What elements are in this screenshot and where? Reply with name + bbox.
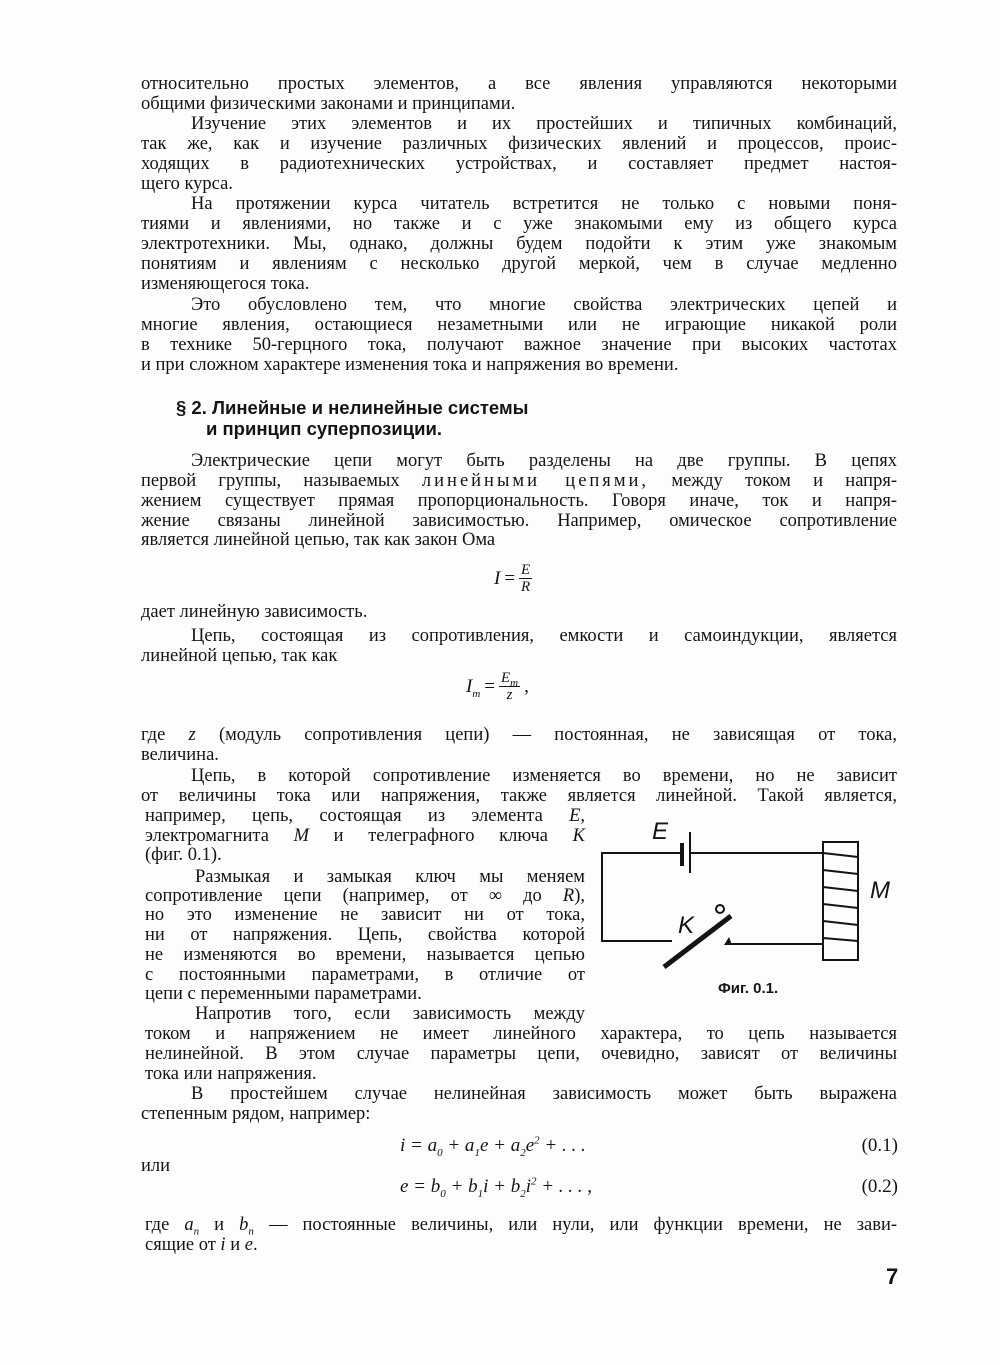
label-k: K <box>678 912 695 939</box>
text-line: сопротивление цепи (например, от ∞ до R), <box>145 886 586 906</box>
text-line: не изменяются во времени, называется цепью <box>145 945 585 965</box>
text-line: многие явления, остающиеся незаметными или не играющие никакой роли <box>141 315 897 335</box>
equation-0-1: $i = a_0 + a_1e + a_2e^2$ + . . . <box>400 1134 586 1159</box>
text-line: электромагнита M и телеграфного ключа K <box>145 826 585 846</box>
text-line: с постоянными параметрами, в отличие от <box>145 965 585 985</box>
text-line: и при сложном характере изменения тока и напряжения во времени. <box>141 355 679 375</box>
text-line: Электрические цепи могут быть разделены на две группы. В цепях <box>191 451 897 471</box>
text-line: например, цепь, состоящая из элемента E, <box>145 806 585 826</box>
text-line: Изучение этих элементов и их простейших и типичных комбинаций, <box>191 114 897 134</box>
text-line: током и напряжением не имеет линейного характера, то цепь называется <box>145 1024 897 1044</box>
text-line: является линейной цепью, так как закон Ома <box>141 530 496 550</box>
text-line: Это обусловлено тем, что многие свойства электрических цепей и <box>191 295 897 315</box>
text-line: В простейшем случае нелинейная зависимость может быть выражена <box>191 1084 897 1104</box>
text-line: щего курса. <box>141 174 233 194</box>
text-line: где $a_n$ и $b_n$ — постоянные величины, или нули, или функции времени, не зави- <box>145 1215 898 1238</box>
formula-symbol: = <box>484 675 495 697</box>
text-line: степенным рядом, например: <box>141 1104 371 1124</box>
key-contact <box>724 937 732 945</box>
text-line: электротехники. Мы, однако, должны будем подойти к этим уже знакомым <box>141 234 897 254</box>
numerator: $E_m$ <box>501 670 519 689</box>
text-line: сящие от i и e. <box>145 1235 258 1255</box>
formula-symbol: , <box>524 675 529 697</box>
text-line: Цепь, в которой сопротивление изменяется во времени, но не зависит <box>191 766 897 786</box>
text-line: или <box>141 1156 171 1176</box>
wire <box>602 853 682 941</box>
text: между током и напря- <box>671 471 897 491</box>
key-knob <box>716 905 724 913</box>
electromagnet-core <box>823 842 858 960</box>
text-line: относительно простых элементов, а все явления управляются некоторыми <box>141 74 897 94</box>
figure-caption: Фиг. 0.1. <box>718 980 779 997</box>
text-line: Размыкая и замыкая ключ мы меняем <box>195 867 585 887</box>
page-number: 7 <box>886 1264 899 1289</box>
equation-number: (0.1) <box>861 1135 898 1156</box>
text-line: ходящих в радиотехнических устройствах, и составляет предмет настоя- <box>141 154 897 174</box>
telegraph-key <box>664 916 731 967</box>
text-line: тиями и явлениями, но также и с уже знакомыми ему из общего курса <box>141 214 897 234</box>
equation-0-2: $e = b_0 + b_1i + b_2i^2$ + . . . , <box>400 1175 593 1200</box>
denominator: z <box>506 687 513 703</box>
text-line: от величины тока или напряжения, также является линейной. Такой является, <box>141 786 897 806</box>
coil-winding <box>823 853 858 941</box>
formula-symbol: = <box>504 567 516 589</box>
numerator: E <box>521 562 531 578</box>
text-line: изменяющегося тока. <box>141 274 310 294</box>
text-line: нелинейной. В этом случае параметры цепи, очевидно, зависят от величины <box>145 1044 897 1064</box>
text-line: жение связаны линейной зависимостью. Например, омическое сопротивление <box>141 511 897 531</box>
text-line: в технике 50-герцного тока, получают важное значение при высоких частотах <box>141 335 897 355</box>
text-line: понятиям и явлениям с несколько другой меркой, чем в случае медленно <box>141 254 897 274</box>
text-line: Цепь, состоящая из сопротивления, емкости и самоиндукции, является <box>191 626 897 646</box>
text-line: общими физическими законами и принципами. <box>141 94 516 114</box>
formula-symbol: $I_m$ <box>466 675 481 700</box>
text-line: (фиг. 0.1). <box>145 845 222 865</box>
text-line: Напротив того, если зависимость между <box>195 1004 585 1024</box>
formula-symbol: I <box>494 567 501 589</box>
text-line: На протяжении курса читатель встретится не только с новыми поня- <box>191 194 897 214</box>
emphasis-text: линейными цепями, <box>421 471 650 491</box>
text-line: но это изменение не зависит ни от тока, <box>145 905 585 925</box>
text-line: величина. <box>141 745 219 765</box>
label-m: M <box>870 877 890 904</box>
text-line: где z (модуль сопротивления цепи) — постоянная, не зависящая от тока, <box>141 725 898 745</box>
text-line: ни от напряжения. Цепь, свойства которой <box>145 925 585 945</box>
text-line: дает линейную зависимость. <box>141 602 368 622</box>
label-e: E <box>652 818 669 845</box>
text-line: линейной цепью, так как <box>141 646 338 666</box>
text-line: цепи с переменными параметрами. <box>145 984 422 1004</box>
text-line: тока или напряжения. <box>145 1064 317 1084</box>
equation-number: (0.2) <box>861 1176 898 1197</box>
section-heading: и принцип суперпозиции. <box>206 418 442 439</box>
section-heading: § 2. Линейные и нелинейные системы <box>176 397 529 418</box>
denominator: R <box>521 579 531 595</box>
text-line: так же, как и изучение различных физических явлений и процессов, проис- <box>141 134 897 154</box>
text-line: жением существует прямая пропорциональность. Говоря иначе, ток и напря- <box>141 491 897 511</box>
text: первой группы, называемых <box>141 471 400 491</box>
